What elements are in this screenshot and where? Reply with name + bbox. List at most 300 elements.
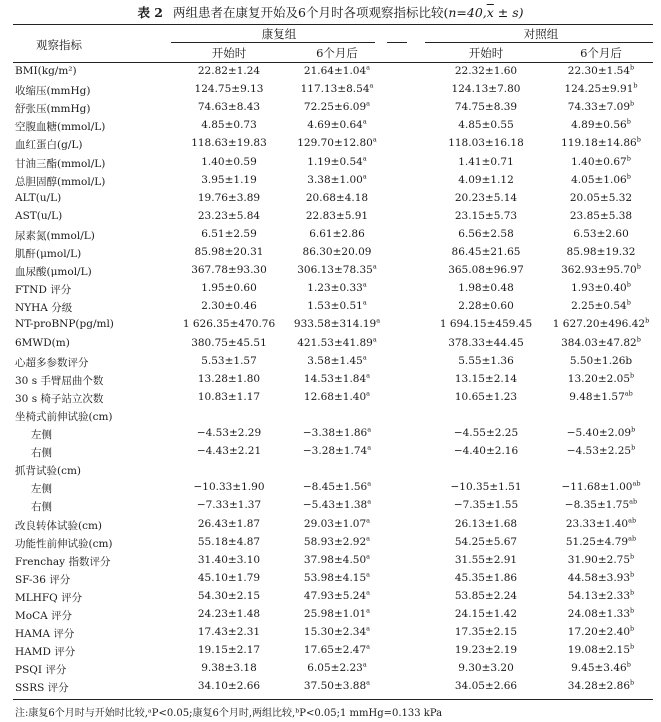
cell-value: 4.09±1.12 <box>458 173 514 186</box>
cell-value: 1 626.35±470.76 <box>182 318 276 331</box>
cell-rehab-start <box>171 318 287 330</box>
cell-control-6m <box>546 192 656 204</box>
cell-control-start <box>426 318 546 330</box>
cell-value: 34.28±2.86 <box>567 680 631 693</box>
significance-mark: a <box>366 606 371 615</box>
row-label: 空腹血糖(mmol/L) <box>15 121 106 134</box>
cell-value: 13.15±2.14 <box>454 372 518 385</box>
row-label: BMI(kg/m²) <box>15 65 77 77</box>
cell-value: 19.76±3.89 <box>197 191 261 204</box>
row-label: SSRS 评分 <box>15 682 69 695</box>
cell-control-6m <box>546 174 656 186</box>
rehab-group-underline <box>171 42 375 43</box>
cell-value: 306.13±78.35 <box>297 264 373 277</box>
row-label: 甘油三酯(mmol/L) <box>15 157 106 170</box>
cell-value: 19.15±2.17 <box>197 644 261 657</box>
cell-rehab-6m <box>287 554 387 566</box>
significance-mark: a <box>376 316 381 325</box>
cell-value: 367.78±93.30 <box>191 264 267 277</box>
cell-value: 34.05±2.66 <box>454 680 518 693</box>
cell-rehab-start <box>171 427 287 439</box>
cell-rehab-6m <box>287 590 387 602</box>
cell-value: 380.75±45.51 <box>191 336 267 349</box>
cell-value: −10.35±1.51 <box>450 481 522 494</box>
cell-value: 19.23±2.19 <box>454 644 518 657</box>
cell-rehab-6m <box>287 300 387 312</box>
cell-value: 24.08±1.33 <box>567 608 631 620</box>
table-row <box>0 554 661 573</box>
cell-value: 21.64±1.04 <box>303 65 367 77</box>
cell-value: 29.03±1.07 <box>303 517 367 530</box>
cell-rehab-6m <box>287 481 387 493</box>
cell-value: 421.53±41.89 <box>297 336 373 349</box>
table-row <box>0 373 661 392</box>
cell-value: 24.23±1.48 <box>197 608 261 620</box>
row-label: 舒张压(mmHg) <box>15 103 91 116</box>
cell-control-start <box>426 264 546 276</box>
significance-mark: b <box>631 443 636 452</box>
cell-value: 2.28±0.60 <box>458 300 514 313</box>
cell-value: 3.38±1.00 <box>307 173 363 186</box>
cell-rehab-start <box>171 481 287 493</box>
significance-mark: a <box>366 678 371 687</box>
table-row <box>0 590 661 609</box>
row-label: Frenchay 指数评分 <box>15 555 111 568</box>
cell-control-start <box>426 210 546 222</box>
cell-rehab-start <box>171 192 287 204</box>
significance-mark: a <box>362 298 367 307</box>
row-label: 心超多参数评分 <box>15 356 89 369</box>
cell-control-start <box>426 554 546 566</box>
cell-control-6m <box>546 554 656 566</box>
cell-value: 365.08±96.97 <box>448 264 524 277</box>
cell-rehab-6m <box>287 608 387 620</box>
cell-value: 86.30±20.09 <box>302 246 372 258</box>
significance-mark: b <box>630 63 635 72</box>
cell-value: 124.75±9.13 <box>194 83 264 96</box>
table-row <box>0 608 661 627</box>
table-row <box>0 391 661 410</box>
cell-rehab-start <box>171 210 287 222</box>
cell-value: 74.33±7.09 <box>567 101 631 114</box>
cell-value: −7.35±1.55 <box>453 499 519 512</box>
cell-value: 384.03±47.82 <box>561 336 637 349</box>
header-control-6m: 6个月后 <box>580 46 622 60</box>
cell-value: 86.45±21.65 <box>451 246 521 258</box>
cell-rehab-6m <box>287 246 387 258</box>
cell-control-start <box>426 445 546 457</box>
cell-rehab-6m <box>287 518 387 530</box>
cell-rehab-6m <box>287 644 387 656</box>
cell-control-start <box>426 174 546 186</box>
significance-mark: b <box>645 316 650 325</box>
table-row <box>0 137 661 156</box>
cell-value: 1.40±0.59 <box>201 155 257 168</box>
cell-value: 72.25±6.09 <box>303 101 367 114</box>
cell-value: 17.20±2.40 <box>567 626 631 639</box>
cell-rehab-6m <box>287 662 387 674</box>
cell-rehab-6m <box>287 192 387 204</box>
cell-rehab-6m <box>287 83 387 95</box>
table-title: 两组患者在康复开始及6个月时各项观察指标比较( <box>173 5 449 20</box>
significance-mark: b <box>630 642 635 651</box>
cell-rehab-start <box>171 300 287 312</box>
cell-value: 53.98±4.15 <box>303 571 367 584</box>
cell-value: 6.61±2.86 <box>309 227 365 240</box>
cell-control-6m <box>546 210 656 222</box>
significance-mark: ab <box>628 516 637 524</box>
cell-rehab-6m <box>287 119 387 131</box>
cell-control-start <box>426 481 546 493</box>
cell-rehab-start <box>171 156 287 168</box>
cell-value: 1.23±0.33 <box>307 282 363 295</box>
table-row <box>0 264 661 283</box>
cell-value: 22.30±1.54 <box>567 65 631 77</box>
cell-value: 6.53±2.60 <box>573 227 629 240</box>
cell-rehab-start <box>171 662 287 674</box>
cell-rehab-start <box>171 554 287 566</box>
row-label: 改良转体试验(cm) <box>15 519 103 532</box>
significance-mark: a <box>367 443 372 452</box>
cell-value: 19.08±2.15 <box>567 644 631 657</box>
significance-mark: a <box>367 479 372 488</box>
cell-value: −4.53±2.25 <box>566 445 632 458</box>
cell-rehab-6m <box>287 427 387 439</box>
cell-control-start <box>426 572 546 584</box>
cell-value: 119.18±14.86 <box>561 137 637 150</box>
cell-control-6m <box>546 337 656 349</box>
cell-value: 13.28±1.80 <box>197 372 261 385</box>
table-row <box>0 518 661 537</box>
cell-control-6m <box>546 626 656 638</box>
significance-mark: b <box>630 552 635 561</box>
cell-control-start <box>426 300 546 312</box>
cell-control-6m <box>546 481 656 493</box>
significance-mark: a <box>366 624 371 633</box>
header-rehab-start: 开始时 <box>211 46 247 60</box>
cell-value: 5.55±1.36 <box>458 354 514 367</box>
significance-mark: a <box>366 516 371 524</box>
table-row <box>0 680 661 699</box>
row-label: 30 s 手臂屈曲个数 <box>15 374 104 387</box>
cell-value: −8.35±1.75 <box>564 499 630 512</box>
cell-control-6m <box>546 282 656 294</box>
cell-rehab-6m <box>287 318 387 330</box>
significance-mark: b <box>636 262 641 271</box>
cell-value: 3.58±1.45 <box>307 354 363 367</box>
cell-control-start <box>426 662 546 674</box>
cell-control-6m <box>546 590 656 602</box>
cell-value: 9.45±3.46 <box>571 662 627 675</box>
cell-rehab-start <box>171 373 287 385</box>
cell-rehab-6m <box>287 373 387 385</box>
bottom-rule <box>13 699 653 700</box>
significance-mark: a <box>366 389 371 398</box>
cell-control-6m <box>546 300 656 312</box>
cell-value: 31.40±3.10 <box>197 553 261 566</box>
significance-mark: b <box>626 298 631 307</box>
row-label: 30 s 椅子站立次数 <box>15 392 104 405</box>
cell-value: 47.93±5.24 <box>303 589 367 602</box>
cell-value: 26.13±1.68 <box>454 517 518 530</box>
table-row <box>0 355 661 374</box>
table-row <box>0 626 661 645</box>
cell-rehab-start <box>171 137 287 149</box>
cell-value: 54.25±5.67 <box>454 535 518 548</box>
cell-value: −11.68±1.00 <box>561 481 633 494</box>
row-label: NYHA 分级 <box>15 302 73 315</box>
cell-control-6m <box>546 518 656 530</box>
significance-mark: a <box>366 99 371 108</box>
cell-value: 933.58±314.19 <box>293 318 377 331</box>
significance-mark: a <box>372 335 377 343</box>
sample-size: n=40, <box>448 5 487 20</box>
significance-mark: b <box>636 135 641 144</box>
cell-rehab-6m <box>287 137 387 149</box>
cell-rehab-6m <box>287 174 387 186</box>
cell-value: 24.15±1.42 <box>454 608 518 620</box>
significance-mark: a <box>362 353 367 362</box>
cell-value: 1 627.20±496.42 <box>552 318 646 331</box>
table-row <box>0 463 661 482</box>
significance-mark: a <box>366 534 371 543</box>
cell-value: 20.05±5.32 <box>569 191 633 204</box>
cell-control-start <box>426 536 546 548</box>
cell-rehab-start <box>171 174 287 186</box>
cell-value: 1 694.15±459.45 <box>439 318 533 331</box>
table-row <box>0 427 661 446</box>
cell-control-start <box>426 156 546 168</box>
cell-control-6m <box>546 445 656 457</box>
cell-value: 14.53±1.84 <box>303 372 367 385</box>
significance-mark: b <box>626 280 631 289</box>
significance-mark: a <box>366 570 371 579</box>
cell-value: 4.85±0.73 <box>201 119 257 132</box>
cell-rehab-start <box>171 608 287 620</box>
significance-mark: a <box>362 660 367 669</box>
group-divider-dash <box>387 42 407 43</box>
cell-control-6m <box>546 427 656 439</box>
significance-mark: b <box>630 371 635 380</box>
table-row <box>0 174 661 193</box>
cell-rehab-6m <box>287 210 387 222</box>
cell-rehab-6m <box>287 445 387 457</box>
cell-control-start <box>426 282 546 294</box>
cell-value: 118.63±19.83 <box>191 137 267 150</box>
cell-value: 9.48±1.57 <box>569 390 625 403</box>
cell-control-6m <box>546 355 656 367</box>
cell-control-6m <box>546 83 656 95</box>
table-row <box>0 318 661 337</box>
cell-control-6m <box>546 228 656 240</box>
cell-rehab-start <box>171 572 287 584</box>
row-label: 肌酐(μmol/L) <box>15 248 82 260</box>
cell-value: 118.03±16.18 <box>448 137 524 150</box>
cell-value: 5.53±1.57 <box>201 354 257 367</box>
significance-mark: a <box>367 425 372 434</box>
cell-value: 54.13±2.33 <box>567 589 631 602</box>
cell-control-6m <box>546 499 656 511</box>
cell-value: 4.85±0.55 <box>458 119 514 132</box>
cell-rehab-start <box>171 246 287 258</box>
cell-control-6m <box>546 373 656 385</box>
cell-rehab-6m <box>287 156 387 168</box>
cell-value: −4.43±2.21 <box>196 445 262 458</box>
cell-value: 6.05±2.23 <box>307 662 363 675</box>
cell-value: −4.40±2.16 <box>453 445 519 458</box>
cell-rehab-start <box>171 282 287 294</box>
cell-rehab-start <box>171 101 287 113</box>
significance-mark: a <box>362 154 367 162</box>
cell-rehab-6m <box>287 228 387 240</box>
row-label: 右侧 <box>31 501 52 514</box>
cell-value: 23.85±5.38 <box>569 209 633 222</box>
cell-control-start <box>426 391 546 403</box>
cell-control-start <box>426 608 546 620</box>
cell-value: 34.10±2.66 <box>197 680 261 693</box>
cell-value: 6.51±2.59 <box>201 227 257 240</box>
cell-value: 26.43±1.87 <box>197 517 261 530</box>
cell-rehab-6m <box>287 536 387 548</box>
cell-value: 2.30±0.46 <box>201 300 257 313</box>
cell-value: 85.98±20.31 <box>194 246 264 258</box>
cell-value: −3.28±1.74 <box>302 445 368 458</box>
cell-rehab-start <box>171 391 287 403</box>
significance-mark: a <box>366 371 371 380</box>
header-group-rehab: 康复组 <box>261 27 297 41</box>
table-row <box>0 228 661 247</box>
cell-value: −3.38±1.86 <box>302 427 368 439</box>
cell-rehab-start <box>171 626 287 638</box>
cell-control-start <box>426 626 546 638</box>
row-label: AST(u/L) <box>15 209 63 222</box>
cell-value: 117.13±8.54 <box>300 83 370 96</box>
control-group-underline <box>425 42 653 43</box>
mean-symbol: $\overline{x}$ <box>486 5 494 20</box>
table-row <box>0 156 661 175</box>
row-label: FTND 评分 <box>15 284 72 297</box>
cell-value: −4.55±2.25 <box>453 427 519 439</box>
table-row <box>0 300 661 319</box>
cell-value: 362.93±95.70 <box>561 264 637 277</box>
significance-mark: a <box>362 117 367 126</box>
cell-value: 22.32±1.60 <box>454 65 518 77</box>
cell-value: −4.53±2.29 <box>196 427 262 439</box>
cell-control-start <box>426 228 546 240</box>
cell-value: 17.35±2.15 <box>454 626 518 639</box>
table-footnote: 注:康复6个月时与开始时比较,ᵃP<0.05;康复6个月时,两组比较,ᵇP<0.05;1 mmHg=0.133 kPa <box>15 708 443 719</box>
cell-value: 1.41±0.71 <box>458 155 514 168</box>
cell-rehab-start <box>171 355 287 367</box>
table-caption <box>0 3 661 21</box>
row-label: 抓背试验(cm) <box>15 465 82 478</box>
cell-rehab-6m <box>287 626 387 638</box>
cell-value: 45.10±1.79 <box>197 571 261 584</box>
row-label: HAMA 评分 <box>15 628 75 641</box>
significance-mark: ab <box>628 534 637 543</box>
cell-value: 20.23±5.14 <box>454 191 518 204</box>
cell-value: 17.43±2.31 <box>197 626 261 639</box>
cell-rehab-start <box>171 264 287 276</box>
significance-mark: b <box>630 99 635 108</box>
cell-control-6m <box>546 680 656 692</box>
cell-control-6m <box>546 264 656 276</box>
cell-value: 37.98±4.50 <box>303 553 367 566</box>
significance-mark: a <box>366 642 371 651</box>
cell-rehab-6m <box>287 391 387 403</box>
cell-rehab-6m <box>287 355 387 367</box>
cell-value: 74.75±8.39 <box>454 101 518 114</box>
cell-control-start <box>426 355 546 367</box>
cell-control-start <box>426 83 546 95</box>
row-label: NT-proBNP(pg/ml) <box>15 318 114 331</box>
table-row <box>0 499 661 518</box>
cell-value: 23.23±5.84 <box>197 209 261 222</box>
table-row <box>0 246 661 265</box>
cell-value: 4.05±1.06 <box>571 173 627 186</box>
table-row <box>0 536 661 555</box>
cell-rehab-start <box>171 445 287 457</box>
table-row <box>0 445 661 464</box>
cell-value: 22.82±1.24 <box>197 65 261 77</box>
cell-control-6m <box>546 608 656 620</box>
cell-value: 25.98±1.01 <box>303 608 367 620</box>
significance-mark: b <box>626 117 631 126</box>
table-row <box>0 572 661 591</box>
cell-control-6m <box>546 137 656 149</box>
table-row <box>0 282 661 301</box>
cell-value: 85.98±19.32 <box>566 246 636 258</box>
row-label: 总胆固醇(mmol/L) <box>15 175 106 188</box>
cell-rehab-6m <box>287 264 387 276</box>
significance-mark: b <box>631 425 636 434</box>
cell-value: 22.83±5.91 <box>305 209 369 222</box>
row-label: 6MWD(m) <box>15 336 70 349</box>
significance-mark: a <box>372 135 377 144</box>
sd-symbol: ± s) <box>493 5 524 20</box>
cell-value: 54.30±2.15 <box>197 589 261 602</box>
cell-value: 1.93±0.40 <box>571 282 627 295</box>
header-group-control: 对照组 <box>523 27 559 41</box>
row-label: MLHFQ 评分 <box>15 591 83 604</box>
cell-value: 31.90±2.75 <box>567 553 631 566</box>
cell-rehab-start <box>171 65 287 77</box>
cell-value: 3.95±1.19 <box>201 173 257 186</box>
cell-value: 12.68±1.40 <box>303 390 367 403</box>
cell-value: 37.50±3.88 <box>303 680 367 693</box>
cell-value: 55.18±4.87 <box>197 535 261 548</box>
significance-mark: ab <box>629 497 638 506</box>
cell-value: 1.19±0.54 <box>307 155 363 168</box>
cell-rehab-start <box>171 228 287 240</box>
cell-value: −8.45±1.56 <box>302 481 368 494</box>
cell-control-start <box>426 101 546 113</box>
cell-control-start <box>426 680 546 692</box>
row-label: 血尿酸(μmol/L) <box>15 266 92 279</box>
cell-rehab-start <box>171 119 287 131</box>
cell-value: 9.30±3.20 <box>458 662 514 675</box>
row-label: SF-36 评分 <box>15 573 71 586</box>
cell-value: 74.63±8.43 <box>197 101 261 114</box>
significance-mark: a <box>366 552 371 561</box>
table-row <box>0 101 661 120</box>
significance-mark: b <box>630 606 635 615</box>
significance-mark: b <box>630 570 635 579</box>
table-number: 表 2 <box>137 5 164 20</box>
table-row <box>0 644 661 663</box>
cell-value: 1.53±0.51 <box>307 300 363 313</box>
cell-value: 31.55±2.91 <box>454 553 518 566</box>
